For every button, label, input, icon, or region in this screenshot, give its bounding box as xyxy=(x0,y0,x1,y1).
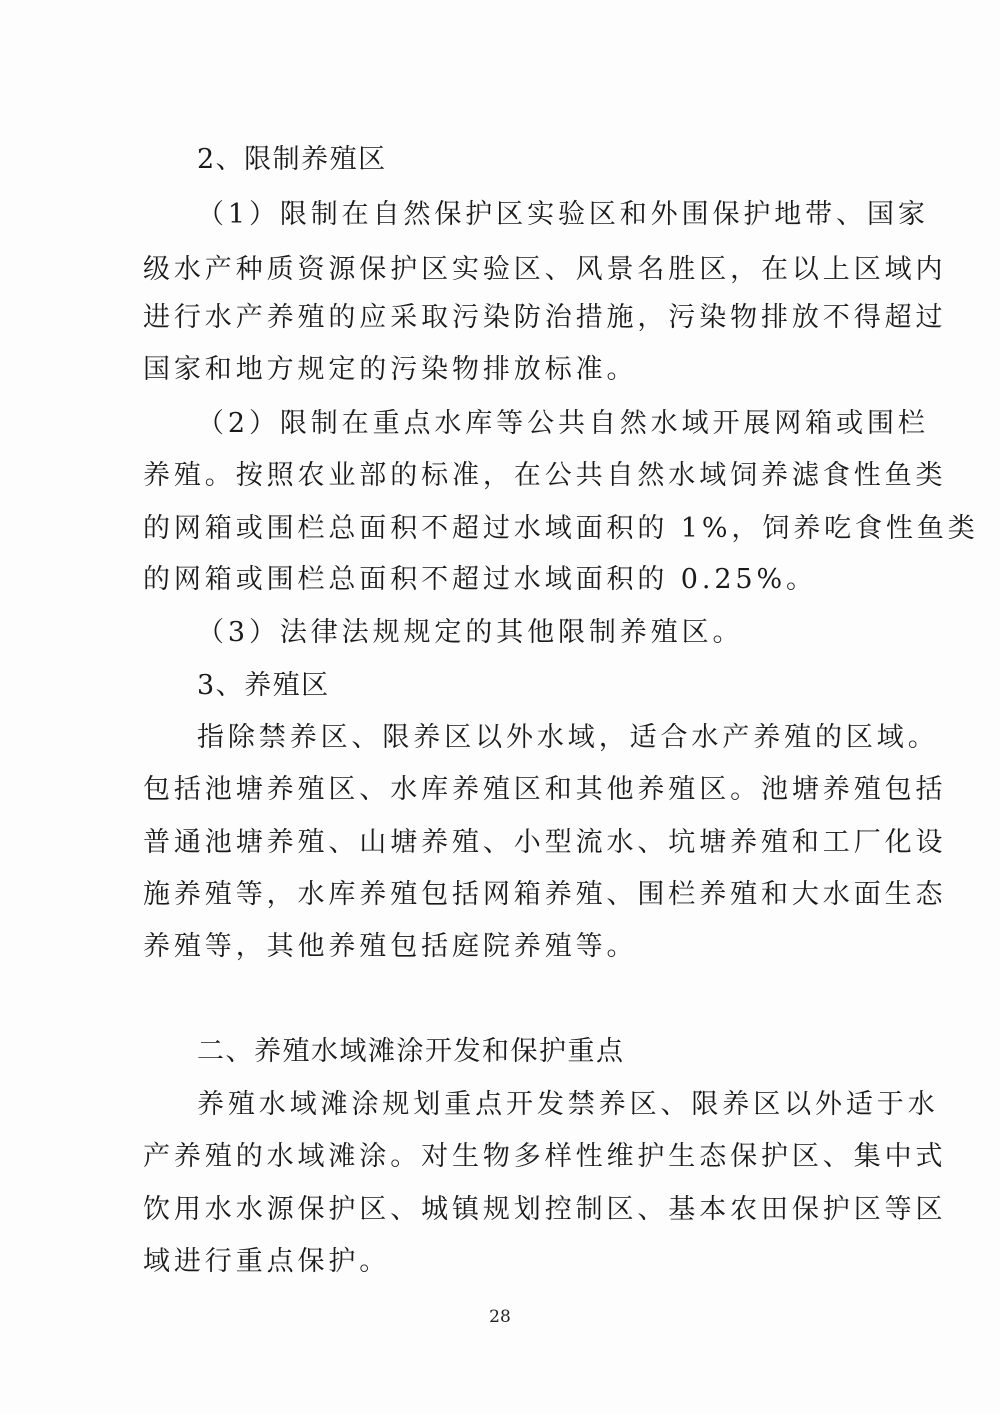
paragraph-line: 的网箱或围栏总面积不超过水域面积的 1%，饲养吃食性鱼类 xyxy=(143,513,979,544)
heading-farming-area: 3、养殖区 xyxy=(197,670,330,701)
paragraph-line: 的网箱或围栏总面积不超过水域面积的 0.25%。 xyxy=(143,564,817,595)
section-heading: 二、养殖水域滩涂开发和保护重点 xyxy=(197,1036,625,1067)
heading-restricted-area: 2、限制养殖区 xyxy=(197,144,387,175)
paragraph-line: 域进行重点保护。 xyxy=(143,1246,391,1277)
paragraph-line: （3）法律法规规定的其他限制养殖区。 xyxy=(197,617,744,648)
paragraph-line: 普通池塘养殖、山塘养殖、小型流水、坑塘养殖和工厂化设 xyxy=(143,827,947,858)
paragraph-line: 级水产种质资源保护区实验区、风景名胜区，在以上区域内 xyxy=(143,254,947,285)
paragraph-line: （2）限制在重点水库等公共自然水域开展网箱或围栏 xyxy=(197,408,929,439)
paragraph-line: 养殖。按照农业部的标准，在公共自然水域饲养滤食性鱼类 xyxy=(143,460,947,491)
page-number: 28 xyxy=(489,1307,511,1327)
paragraph-line: 产养殖的水域滩涂。对生物多样性维护生态保护区、集中式 xyxy=(143,1141,947,1172)
paragraph-line: 饮用水水源保护区、城镇规划控制区、基本农田保护区等区 xyxy=(143,1194,947,1225)
paragraph-line: 指除禁养区、限养区以外水域，适合水产养殖的区域。 xyxy=(197,722,939,753)
paragraph-line: 国家和地方规定的污染物排放标准。 xyxy=(143,354,638,385)
paragraph-line: 包括池塘养殖区、水库养殖区和其他养殖区。池塘养殖包括 xyxy=(143,774,947,805)
paragraph-line: （1）限制在自然保护区实验区和外围保护地带、国家 xyxy=(197,199,929,230)
paragraph-line: 进行水产养殖的应采取污染防治措施，污染物排放不得超过 xyxy=(143,302,947,333)
paragraph-line: 养殖等，其他养殖包括庭院养殖等。 xyxy=(143,931,638,962)
paragraph-line: 养殖水域滩涂规划重点开发禁养区、限养区以外适于水 xyxy=(197,1089,939,1120)
paragraph-line: 施养殖等，水库养殖包括网箱养殖、围栏养殖和大水面生态 xyxy=(143,879,947,910)
